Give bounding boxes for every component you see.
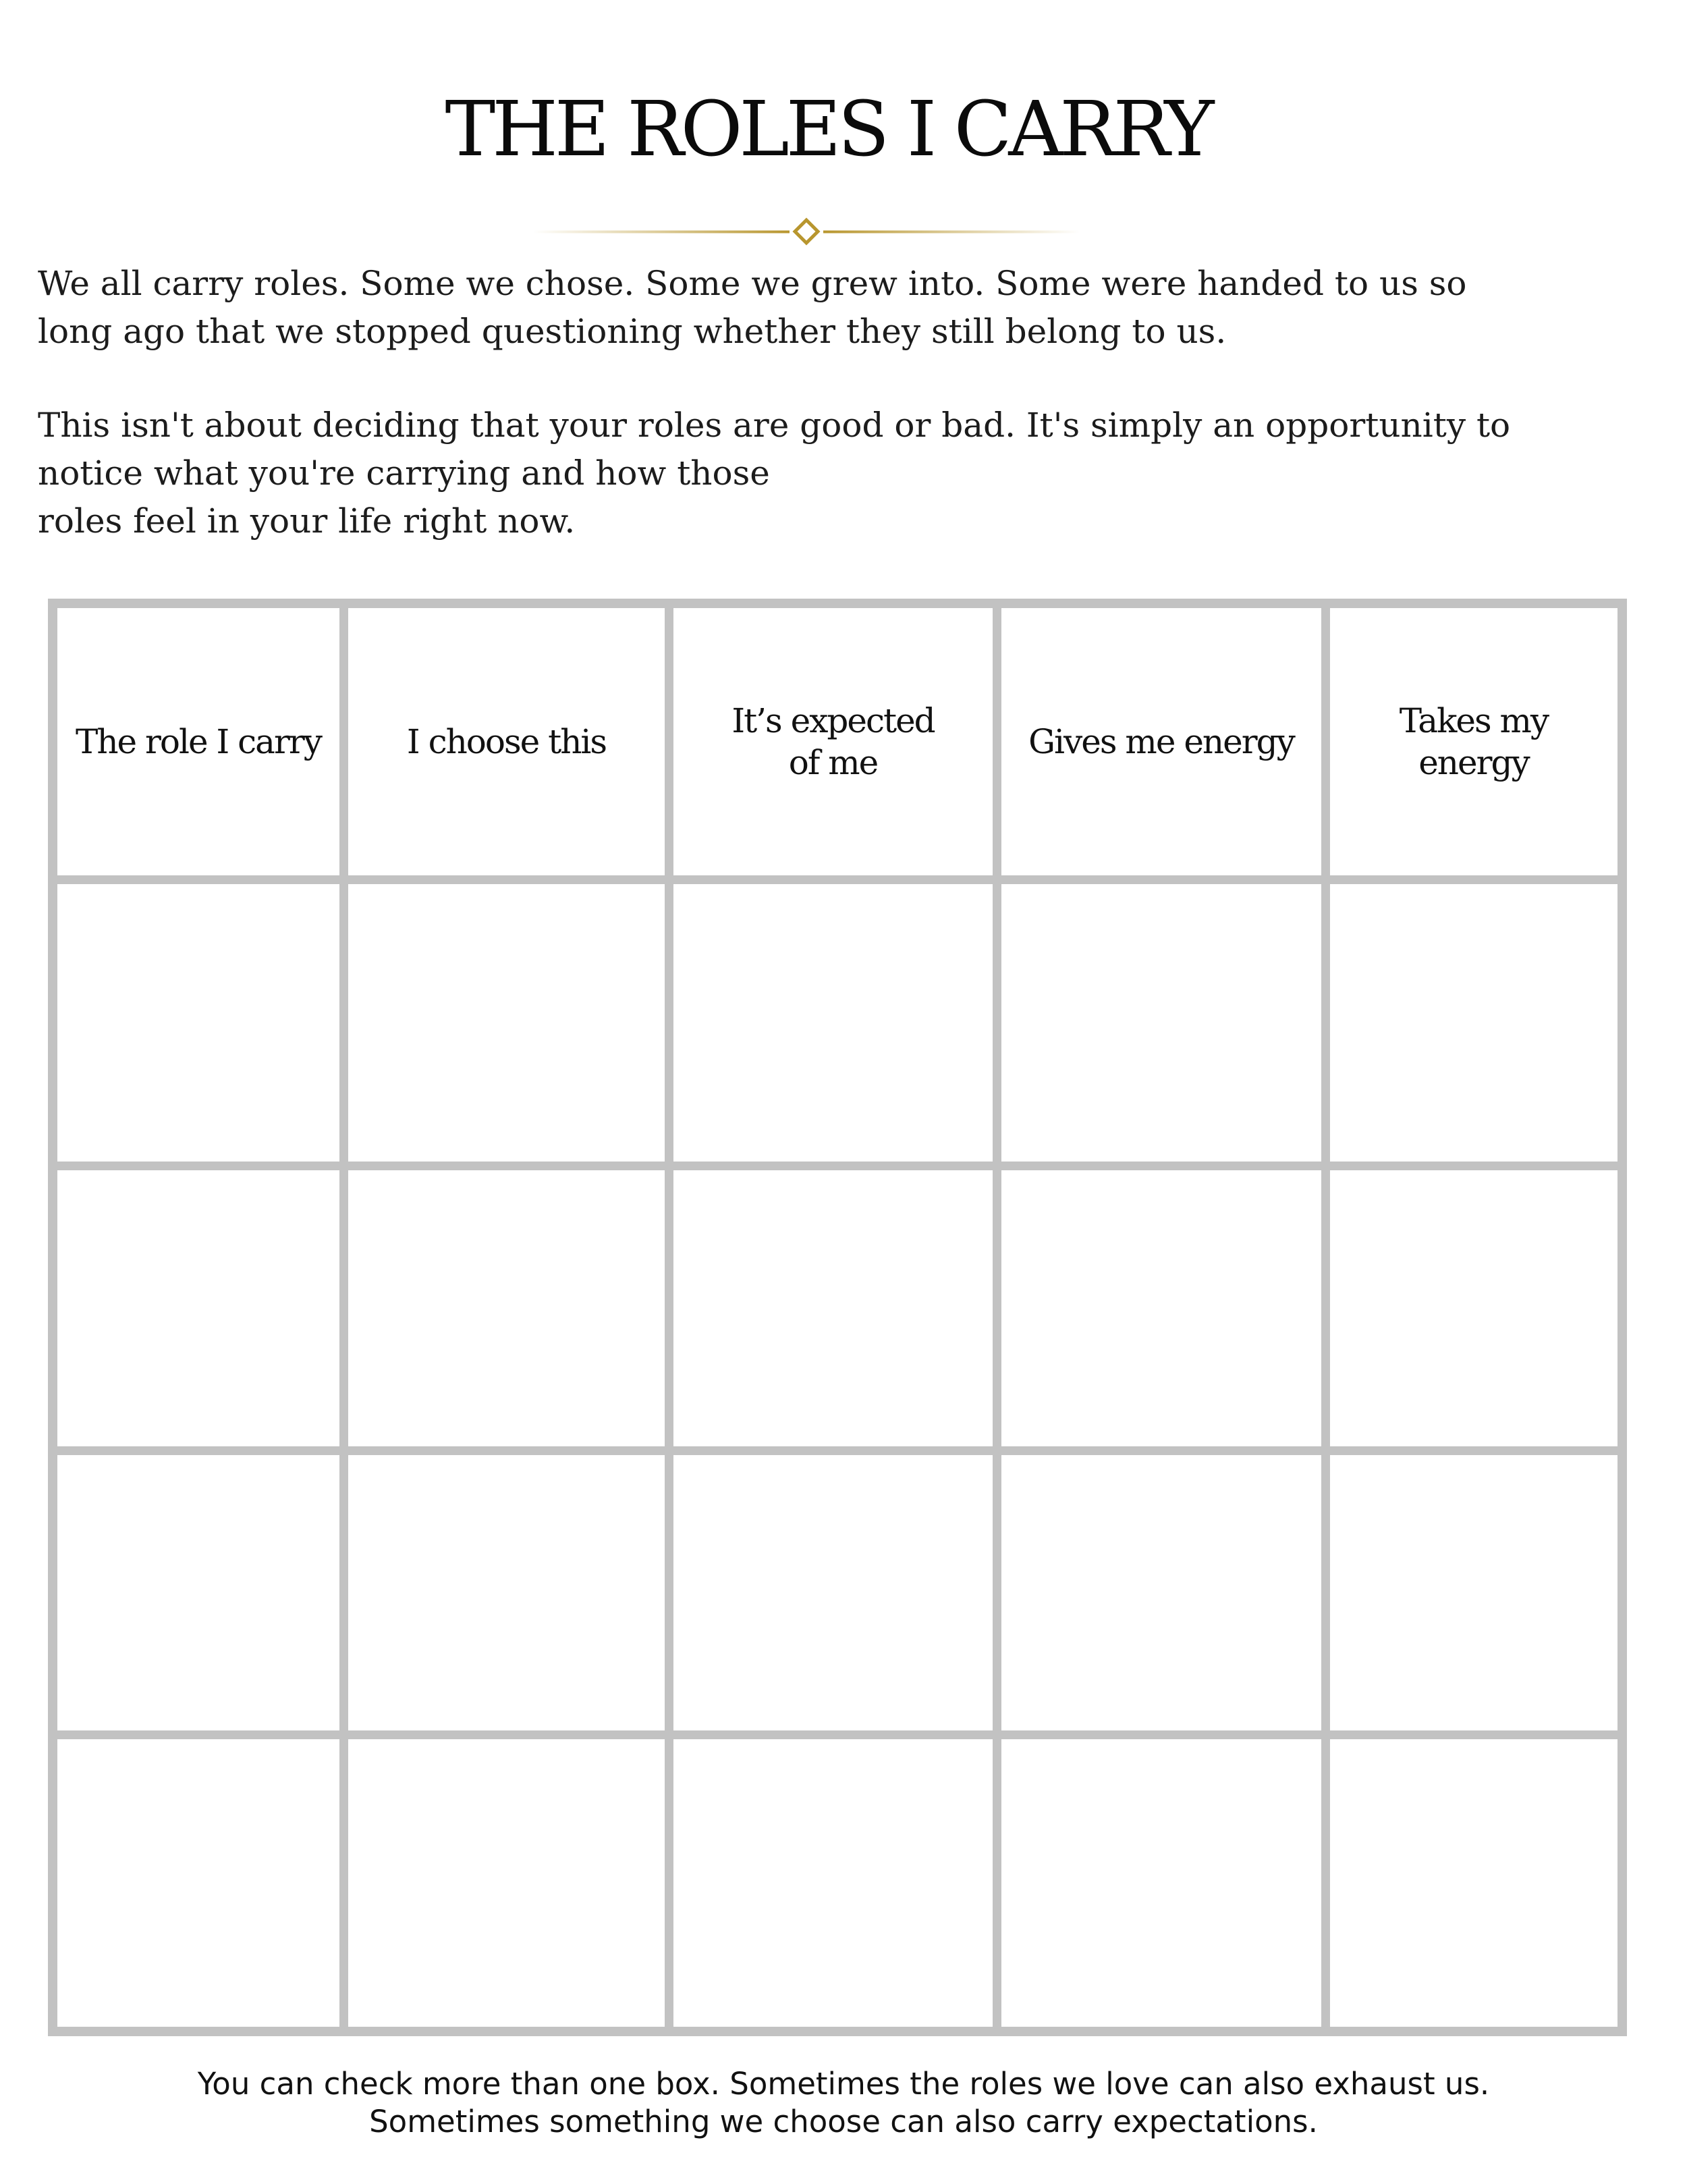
table-cell-takes-energy-row2[interactable] bbox=[1330, 1170, 1617, 1446]
column-header-choose bbox=[407, 721, 606, 763]
table-cell-choose-row3[interactable] bbox=[348, 1455, 665, 1730]
table-cell-expected-row3[interactable] bbox=[673, 1455, 993, 1730]
column-divider bbox=[665, 599, 673, 2036]
row-divider bbox=[48, 1446, 1627, 1455]
column-header-expected bbox=[731, 700, 934, 784]
intro-line: This isn't about deciding that your roles are good or bad. It's simply an opportunity to bbox=[38, 406, 1511, 445]
title-divider bbox=[533, 216, 1080, 247]
row-divider bbox=[48, 1730, 1627, 1739]
intro-line: long ago that we stopped questioning whether they still belong to us. bbox=[38, 312, 1227, 351]
table-cell-takes-energy-row1[interactable] bbox=[1330, 884, 1617, 1162]
header-cell-takes-energy bbox=[1330, 608, 1617, 875]
header-label: of me bbox=[788, 743, 878, 782]
page-title: THE ROLES I CARRY bbox=[445, 86, 1211, 173]
intro-paragraph-1 bbox=[38, 260, 1657, 356]
header-label: energy bbox=[1418, 743, 1529, 782]
row-divider bbox=[48, 875, 1627, 884]
table-cell-role-row1[interactable] bbox=[57, 884, 339, 1162]
roles-table bbox=[48, 599, 1627, 2036]
column-divider bbox=[1321, 599, 1330, 2036]
table-cell-expected-row2[interactable] bbox=[673, 1170, 993, 1446]
table-cell-choose-row4[interactable] bbox=[348, 1739, 665, 2027]
column-header-takes-energy bbox=[1400, 700, 1548, 784]
table-cell-gives-energy-row3[interactable] bbox=[1001, 1455, 1321, 1730]
header-label: I choose this bbox=[406, 722, 607, 761]
footer-line: You can check more than one box. Sometimes the roles we love can also exhaust us. bbox=[197, 2066, 1490, 2102]
table-cell-gives-energy-row4[interactable] bbox=[1001, 1739, 1321, 2027]
table-cell-choose-row2[interactable] bbox=[348, 1170, 665, 1446]
header-label: The role I carry bbox=[75, 722, 322, 761]
divider-line-left bbox=[533, 231, 790, 234]
table-cell-gives-energy-row2[interactable] bbox=[1001, 1170, 1321, 1446]
column-header-role bbox=[76, 721, 321, 763]
table-cell-gives-energy-row1[interactable] bbox=[1001, 884, 1321, 1162]
header-label: Takes my bbox=[1399, 701, 1549, 740]
column-header-gives-energy bbox=[1028, 721, 1294, 763]
header-cell-gives-energy bbox=[1001, 608, 1321, 875]
footer-note bbox=[0, 2065, 1687, 2141]
column-divider bbox=[339, 599, 348, 2036]
intro-line: We all carry roles. Some we chose. Some we grew into. Some were handed to us so bbox=[38, 264, 1467, 303]
table-cell-takes-energy-row3[interactable] bbox=[1330, 1455, 1617, 1730]
table-cell-expected-row1[interactable] bbox=[673, 884, 993, 1162]
intro-line: roles feel in your life right now. bbox=[38, 501, 576, 541]
footer-line: Sometimes something we choose can also carry expectations. bbox=[369, 2104, 1318, 2139]
table-cell-role-row3[interactable] bbox=[57, 1455, 339, 1730]
row-divider bbox=[48, 1162, 1627, 1170]
column-divider bbox=[993, 599, 1001, 2036]
header-cell-expected bbox=[673, 608, 993, 875]
header-label: Gives me energy bbox=[1028, 722, 1294, 761]
divider-line-right bbox=[823, 231, 1080, 234]
table-cell-choose-row1[interactable] bbox=[348, 884, 665, 1162]
table-cell-role-row4[interactable] bbox=[57, 1739, 339, 2027]
table-cell-role-row2[interactable] bbox=[57, 1170, 339, 1446]
header-label: It’s expected bbox=[731, 701, 935, 740]
intro-paragraph-2 bbox=[38, 402, 1657, 545]
table-cell-expected-row4[interactable] bbox=[673, 1739, 993, 2027]
intro-line: notice what you're carrying and how those bbox=[38, 454, 770, 493]
diamond-icon bbox=[795, 220, 818, 243]
table-cell-takes-energy-row4[interactable] bbox=[1330, 1739, 1617, 2027]
header-cell-choose bbox=[348, 608, 665, 875]
header-cell-role bbox=[57, 608, 339, 875]
